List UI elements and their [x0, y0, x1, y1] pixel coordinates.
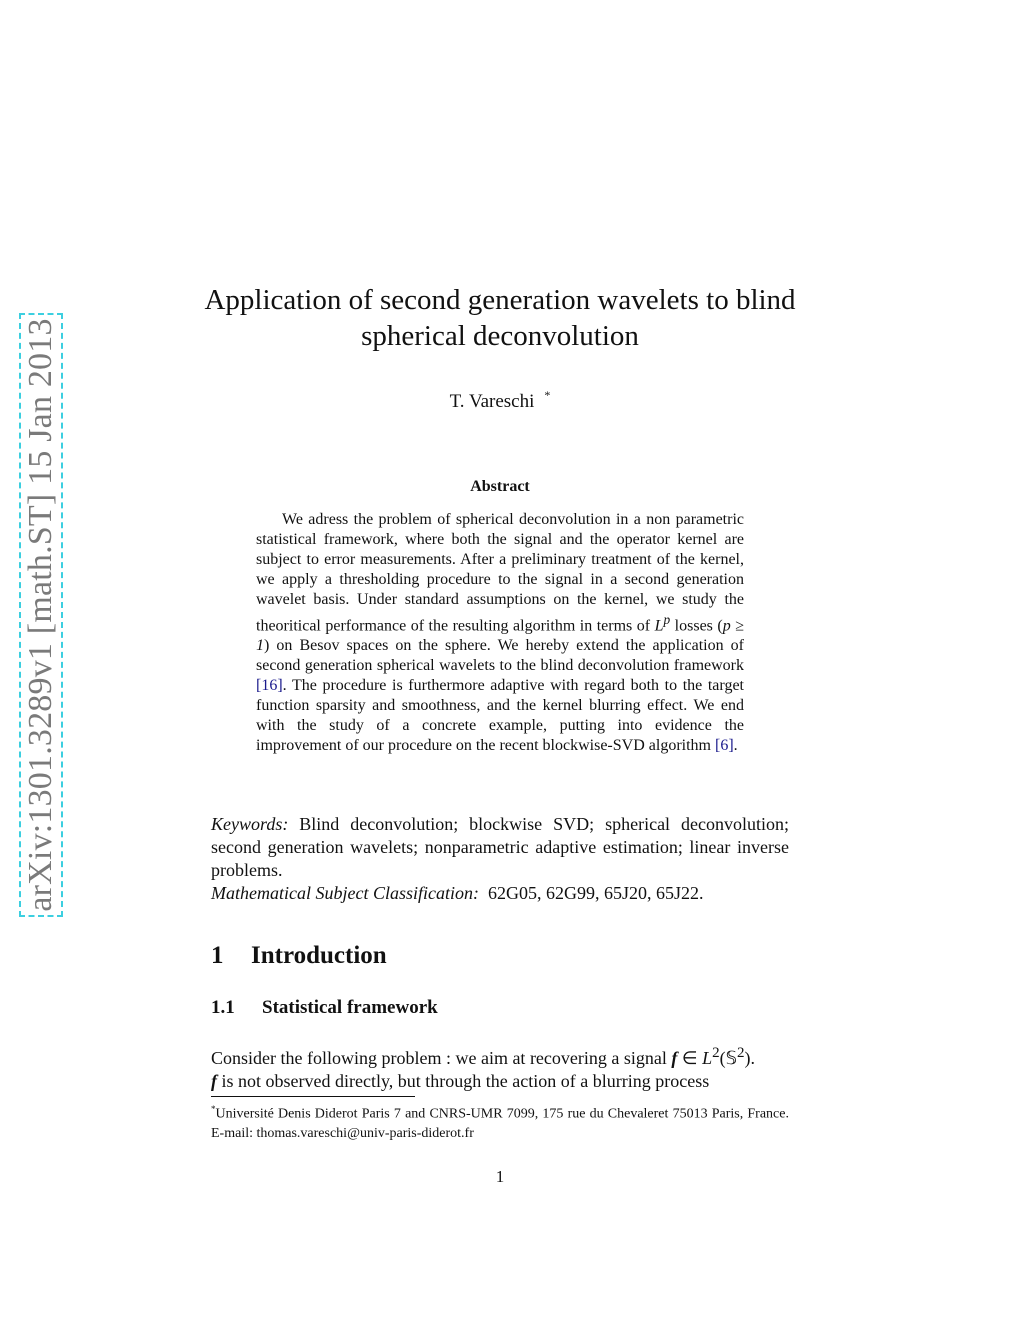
footnote: [211, 1100, 789, 1143]
msc-codes: 62G05, 62G99, 65J20, 65J22.: [478, 883, 704, 903]
subsection-number: 1.1: [211, 997, 235, 1018]
subsection-heading: [211, 997, 438, 1019]
section-number: 1: [211, 942, 224, 969]
keywords-label: Keywords:: [211, 814, 289, 834]
footnote-rule: [211, 1096, 415, 1097]
citation-link-16[interactable]: [16]: [256, 677, 283, 695]
abstract-body: We adress the problem of spherical deconvolution in a non parametric statistical framework, where both the signal and the operator kernel are subject to error measurements. After a preliminary treatment of the kernel, we apply a thresholding procedure to the signal in a second generation wavelet basis. Under standard assumptions on the kernel, we study the theoritical performance of the resulting algorithm in terms of $L^p$ losses (p ≥ 1) on Besov spaces on the sphere. We hereby extend the application of second generation spherical wavelets to the blind deconvolution framework [16]. The procedure is furthermore adaptive with regard both to the target function sparsity and smoothness, and the kernel blurring effect. We end with the study of a concrete example, putting into evidence the improvement of our procedure on the recent blockwise-SVD algorithm [6].: [256, 511, 745, 755]
keywords: [211, 813, 789, 882]
citation-link-6[interactable]: [6]: [714, 737, 734, 755]
section-heading: [211, 942, 387, 970]
subsection-title: Statistical framework: [262, 997, 438, 1018]
arxiv-stamp-text: arXiv:1301.3289v1 [math.ST] 15 Jan 2013: [22, 318, 59, 912]
subject-classification: [211, 882, 789, 905]
msc-label: Mathematical Subject Classification:: [211, 883, 479, 903]
body-paragraph: Consider the following problem : we aim at recovering a signal f ∈ $L^2(𝕊^2)$. f is not observed directly, but through the action of a blurring process: [211, 1045, 756, 1091]
keywords-text: Blind deconvolution; blockwise SVD; spherical deconvolution; second generation wavelets; nonparametric adaptive estimation; linear inverse problems.: [211, 814, 789, 880]
footnote-mark: *: [211, 1104, 216, 1114]
footnote-text: Université Denis Diderot Paris 7 and CNRS-UMR 7099, 175 rue du Chevaleret 75013 Paris, France. E-mail: thomas.vareschi@univ-paris-diderot.fr: [211, 1106, 789, 1141]
paper-title: Application of second generation wavelets to blind spherical deconvolution: [204, 284, 796, 352]
page-number: 1: [495, 1167, 505, 1186]
author-line: [0, 388, 1000, 413]
abstract-heading: Abstract: [470, 478, 530, 495]
author-footnote-mark: *: [544, 388, 551, 402]
section-title: Introduction: [251, 942, 387, 969]
author-name: T. Vareschi: [449, 391, 535, 412]
